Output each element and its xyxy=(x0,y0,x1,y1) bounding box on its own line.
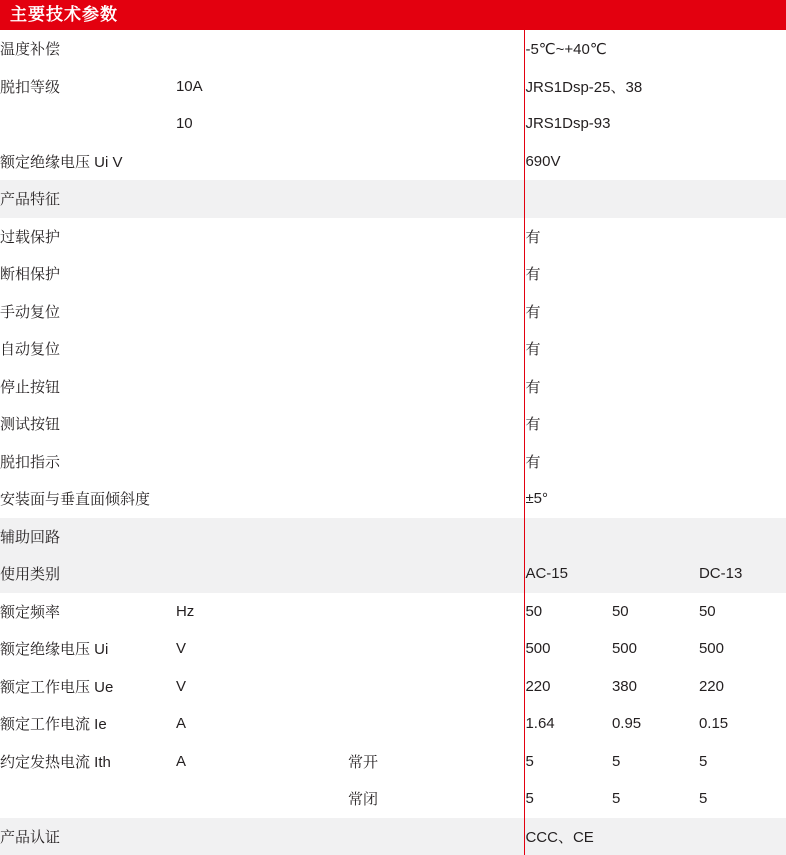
row-label-secondary xyxy=(176,218,348,256)
row-label-tertiary xyxy=(348,293,525,331)
row-label: 脱扣等级 xyxy=(0,68,176,106)
row-label: 断相保护 xyxy=(0,255,176,293)
row-label: 测试按钮 xyxy=(0,405,176,443)
row-label: 产品认证 xyxy=(0,818,176,855)
row-label-tertiary xyxy=(348,630,525,668)
row-label-secondary xyxy=(176,180,348,218)
table-row xyxy=(0,705,786,743)
table-row xyxy=(0,255,786,293)
row-label-tertiary xyxy=(348,105,525,143)
row-label-secondary: V xyxy=(176,668,348,706)
row-label-secondary xyxy=(176,293,348,331)
row-value-1: 50 xyxy=(525,593,612,631)
table-row xyxy=(0,630,786,668)
row-value: 有 xyxy=(525,405,786,443)
row-label: 温度补偿 xyxy=(0,30,176,68)
row-value xyxy=(525,518,786,556)
row-label-tertiary xyxy=(348,518,525,556)
row-label-tertiary xyxy=(348,443,525,481)
row-label-secondary xyxy=(176,555,348,593)
row-label: 过载保护 xyxy=(0,218,176,256)
row-label-secondary: 10 xyxy=(176,105,348,143)
row-value-2: 500 xyxy=(612,630,699,668)
row-value: -5℃~+40℃ xyxy=(525,30,786,68)
row-value-2: 5 xyxy=(612,743,699,781)
row-value: 有 xyxy=(525,330,786,368)
row-label-secondary xyxy=(176,30,348,68)
table-row xyxy=(0,743,786,781)
row-label-secondary: A xyxy=(176,743,348,781)
row-label-secondary: Hz xyxy=(176,593,348,631)
table-row xyxy=(0,518,786,556)
row-value: 有 xyxy=(525,218,786,256)
row-value: 有 xyxy=(525,293,786,331)
row-label xyxy=(0,780,176,818)
row-value-1: 1.64 xyxy=(525,705,612,743)
row-label-tertiary xyxy=(348,330,525,368)
row-label-tertiary xyxy=(348,218,525,256)
table-row xyxy=(0,330,786,368)
table-row xyxy=(0,668,786,706)
row-value-ac: AC-15 xyxy=(525,555,699,593)
row-label-secondary: V xyxy=(176,630,348,668)
row-label-secondary xyxy=(176,480,348,518)
row-value xyxy=(525,180,786,218)
row-value: 有 xyxy=(525,255,786,293)
row-label-tertiary xyxy=(348,30,525,68)
row-label: 额定绝缘电压 Ui V xyxy=(0,143,176,181)
row-value-1: 500 xyxy=(525,630,612,668)
table-row xyxy=(0,480,786,518)
table-row xyxy=(0,593,786,631)
row-label-secondary xyxy=(176,255,348,293)
row-value-3: 5 xyxy=(699,743,786,781)
row-label xyxy=(0,105,176,143)
table-row xyxy=(0,405,786,443)
row-label-secondary xyxy=(176,330,348,368)
row-value: JRS1Dsp-25、38 xyxy=(525,68,786,106)
row-label-tertiary xyxy=(348,480,525,518)
row-value-3: 0.15 xyxy=(699,705,786,743)
row-value-3: 50 xyxy=(699,593,786,631)
row-value: 有 xyxy=(525,443,786,481)
row-value: CCC、CE xyxy=(525,818,786,855)
row-label-secondary xyxy=(176,443,348,481)
row-label: 额定绝缘电压 Ui xyxy=(0,630,176,668)
row-value: ±5° xyxy=(525,480,786,518)
row-label-tertiary xyxy=(348,180,525,218)
row-label-tertiary: 常开 xyxy=(348,743,525,781)
page-title: 主要技术参数 xyxy=(0,0,786,30)
row-label-tertiary xyxy=(348,255,525,293)
table-row xyxy=(0,293,786,331)
row-label: 使用类别 xyxy=(0,555,176,593)
row-label-secondary xyxy=(176,405,348,443)
row-label: 额定频率 xyxy=(0,593,176,631)
row-label-tertiary xyxy=(348,818,525,855)
row-value-3: 5 xyxy=(699,780,786,818)
spec-table xyxy=(0,30,786,855)
row-label-tertiary xyxy=(348,68,525,106)
row-label-secondary xyxy=(176,818,348,855)
row-label-secondary xyxy=(176,780,348,818)
row-value-2: 5 xyxy=(612,780,699,818)
row-value: JRS1Dsp-93 xyxy=(525,105,786,143)
row-label-secondary xyxy=(176,368,348,406)
table-row xyxy=(0,218,786,256)
table-row xyxy=(0,105,786,143)
row-value-1: 5 xyxy=(525,743,612,781)
row-value-1: 5 xyxy=(525,780,612,818)
row-label: 自动复位 xyxy=(0,330,176,368)
row-value-1: 220 xyxy=(525,668,612,706)
row-label-secondary: 10A xyxy=(176,68,348,106)
table-row xyxy=(0,443,786,481)
row-label-tertiary xyxy=(348,368,525,406)
row-label-secondary xyxy=(176,518,348,556)
row-label-tertiary xyxy=(348,405,525,443)
row-label-tertiary xyxy=(348,705,525,743)
row-label: 额定工作电压 Ue xyxy=(0,668,176,706)
row-value-dc: DC-13 xyxy=(699,555,786,593)
row-label: 辅助回路 xyxy=(0,518,176,556)
row-value-2: 380 xyxy=(612,668,699,706)
row-value: 有 xyxy=(525,368,786,406)
row-value-2: 0.95 xyxy=(612,705,699,743)
row-value-3: 500 xyxy=(699,630,786,668)
table-row xyxy=(0,143,786,181)
row-label-tertiary xyxy=(348,668,525,706)
row-label: 停止按钮 xyxy=(0,368,176,406)
table-row xyxy=(0,780,786,818)
table-row xyxy=(0,180,786,218)
row-label: 约定发热电流 Ith xyxy=(0,743,176,781)
row-label-tertiary: 常闭 xyxy=(348,780,525,818)
row-label-tertiary xyxy=(348,593,525,631)
row-label: 安装面与垂直面倾斜度 xyxy=(0,480,176,518)
row-value-3: 220 xyxy=(699,668,786,706)
table-row xyxy=(0,30,786,68)
row-label-secondary xyxy=(176,143,348,181)
row-value-2: 50 xyxy=(612,593,699,631)
row-label: 产品特征 xyxy=(0,180,176,218)
table-row xyxy=(0,68,786,106)
table-row xyxy=(0,555,786,593)
row-label: 手动复位 xyxy=(0,293,176,331)
table-row xyxy=(0,368,786,406)
row-label: 脱扣指示 xyxy=(0,443,176,481)
row-label-secondary: A xyxy=(176,705,348,743)
row-label-tertiary xyxy=(348,143,525,181)
row-value: 690V xyxy=(525,143,786,181)
row-label-tertiary xyxy=(348,555,525,593)
row-label: 额定工作电流 Ie xyxy=(0,705,176,743)
table-row xyxy=(0,818,786,855)
